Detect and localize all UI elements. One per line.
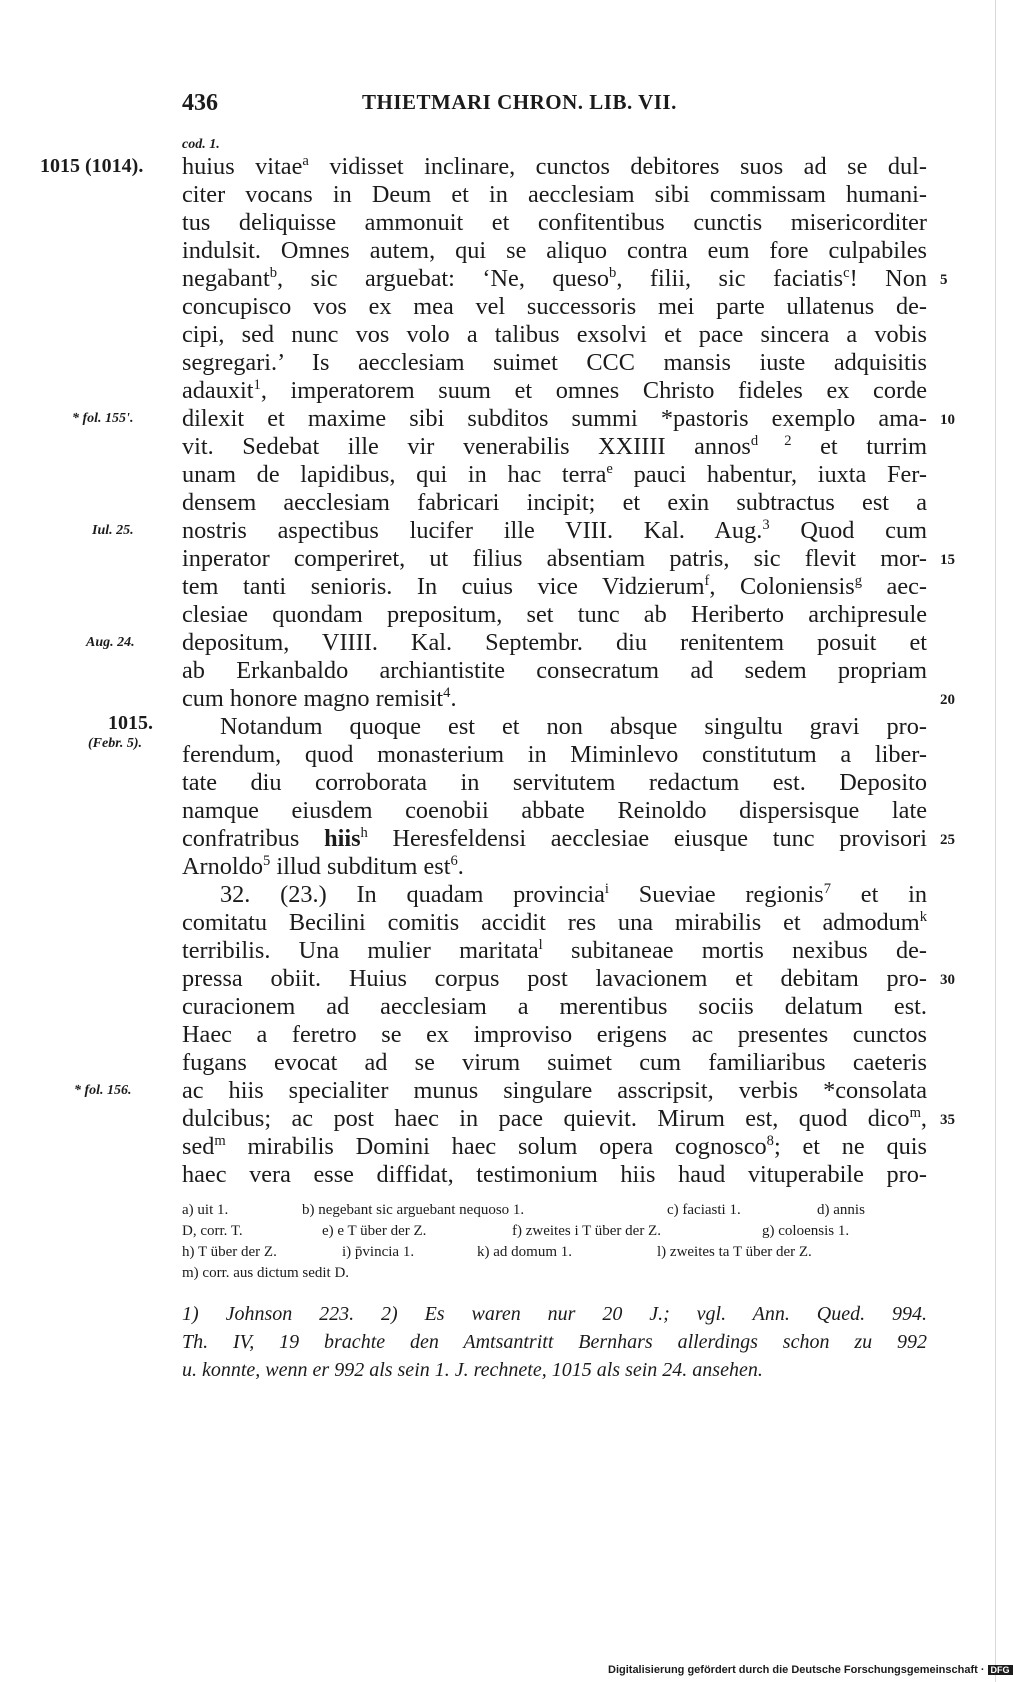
apparatus-note: m) corr. aus dictum sedit D. [182, 1265, 350, 1281]
text-line: nostris aspectibus lucifer ille VIII. Kal. Aug.$^3$ Quod cum [182, 516, 927, 544]
apparatus-note: b) negebant sic arguebant nequoso 1. [302, 1202, 525, 1218]
credit-text: Digitalisierung gefördert durch die Deutsche Forschungsgemeinschaft · [608, 1664, 985, 1676]
apparatus-line [182, 1200, 927, 1221]
text-line: Arnoldo$^5$ illud subditum est$^6$. [182, 852, 464, 880]
text-line: tate diu corroborata in servitutem redactum est. Deposito [182, 769, 927, 796]
line-number: 15 [940, 552, 955, 568]
apparatus-note: d) annis [817, 1202, 865, 1218]
running-header [182, 90, 927, 124]
apparatus-note: c) faciasti 1. [667, 1202, 741, 1218]
apparatus-line [182, 1263, 927, 1284]
text-line: pressa obiit. Huius corpus post lavacionem et debitam pro- [182, 965, 927, 992]
line-number: 35 [940, 1112, 955, 1128]
text-line: sed$^m$ mirabilis Domini haec solum opera cognosco$^8$; et ne quis [182, 1132, 927, 1160]
text-line: concupisco vos ex mea vel successoris mei parte ullatenus de- [182, 293, 927, 320]
dfg-logo: DFG [988, 1665, 1013, 1675]
editorial-note-line: Th. IV, 19 brachte den Amtsantritt Bernhars allerdings schon zu 992 [182, 1331, 927, 1353]
text-line: ferendum, quod monasterium in Miminlevo constitutum a liber- [182, 741, 927, 768]
apparatus-line [182, 1242, 927, 1263]
text-line: tem tanti senioris. In cuius vice Vidzierum$^f$, Coloniensis$^g$ aec- [182, 572, 927, 600]
line-number: 25 [940, 832, 955, 848]
margin-year: 1015. [108, 712, 153, 734]
margin-date-note: Aug. 24. [86, 635, 135, 650]
text-line: curacionem ad aecclesiam a merentibus sociis delatum est. [182, 993, 927, 1020]
apparatus-note: h) T über der Z. [182, 1244, 277, 1260]
line-number: 5 [940, 272, 948, 288]
apparatus-note: l) zweites ta T über der Z. [657, 1244, 812, 1260]
scan-edge-line [995, 0, 996, 1682]
text-line: clesiae quondam prepositum, set tunc ab Heriberto archipresule [182, 601, 927, 628]
apparatus-note: a) uit 1. [182, 1202, 229, 1218]
editorial-note-line: u. konnte, wenn er 992 als sein 1. J. rechnete, 1015 als sein 24. ansehen. [182, 1359, 763, 1381]
apparatus-note: f) zweites i T über der Z. [512, 1223, 661, 1239]
line-number: 10 [940, 412, 955, 428]
text-line: ac hiis specialiter munus singulare asscripsit, verbis *consolata [182, 1077, 927, 1104]
text-line: adauxit$^1$, imperatorem suum et omnes Christo fideles ex corde [182, 376, 927, 404]
apparatus-note: k) ad domum 1. [477, 1244, 572, 1260]
text-line: cipi, sed nunc vos volo a talibus exsolvi et pace sincera a vobis [182, 321, 927, 348]
text-line: 32. (23.) In quadam provincia$^i$ Sueviae regionis$^7$ et in [220, 880, 927, 908]
text-line: huius vitae$^a$ vidisset inclinare, cunctos debitores suos ad se dul- [182, 152, 927, 180]
margin-folio-note: * fol. 155'. [72, 411, 134, 426]
text-line: Notandum quoque est et non absque singultu gravi pro- [220, 713, 927, 740]
margin-date-note: Iul. 25. [92, 523, 134, 538]
page-number: 436 [182, 90, 218, 116]
text-line: unam de lapidibus, qui in hac terra$^e$ pauci habentur, iuxta Fer- [182, 460, 927, 488]
text-line: fugans evocat ad se virum suimet cum familiaribus caeteris [182, 1049, 927, 1076]
editorial-note-line: 1) Johnson 223. 2) Es waren nur 20 J.; vgl. Ann. Qued. 994. [182, 1303, 927, 1325]
text-line: dulcibus; ac post haec in pace quievit. Mirum est, quod dico$^m$, [182, 1104, 927, 1132]
text-line: confratribus hiis$^h$ Heresfeldensi aecclesiae eiusque tunc provisori [182, 824, 927, 852]
text-line: citer vocans in Deum et in aecclesiam sibi commissam humani- [182, 181, 927, 208]
apparatus-line [182, 1221, 927, 1242]
digitization-credit [608, 1664, 1013, 1676]
line-number: 20 [940, 692, 955, 708]
text-line: dilexit et maxime sibi subditos summi *pastoris exemplo ama- [182, 405, 927, 432]
margin-folio-note: * fol. 156. [74, 1083, 132, 1098]
text-line: namque eiusdem coenobii abbate Reinoldo dispersisque late [182, 797, 927, 824]
text-line: inperator comperiret, ut filius absentiam patris, sic flevit mor- [182, 545, 927, 572]
text-line: depositum, VIIII. Kal. Septembr. diu renitentem posuit et [182, 629, 927, 656]
text-line: comitatu Becilini comitis accidit res una mirabilis et admodum$^k$ [182, 908, 927, 936]
apparatus-note: g) coloensis 1. [762, 1223, 850, 1239]
running-title: THIETMARI CHRON. LIB. VII. [362, 90, 677, 114]
apparatus-note: i) p̄vincia 1. [342, 1244, 415, 1260]
apparatus-note: e) e T über der Z. [322, 1223, 427, 1239]
text-line: ab Erkanbaldo archiantistite consecratum ad sedem propriam [182, 657, 927, 684]
text-line: indulsit. Omnes autem, qui se aliquo contra eum fore culpabiles [182, 237, 927, 264]
codex-note: cod. 1. [182, 137, 220, 152]
text-line: haec vera esse diffidat, testimonium hiis haud vituperabile pro- [182, 1161, 927, 1188]
margin-date-note: (Febr. 5). [88, 736, 143, 751]
text-line: cum honore magno remisit$^4$. [182, 684, 457, 712]
text-line: negabant$^b$, sic arguebat: ‘Ne, queso$^b$, filii, sic faciatis$^c$! Non [182, 264, 927, 292]
text-line: densem aecclesiam fabricari incipit; et exin subtractus est a [182, 489, 927, 516]
margin-year: 1015 (1014). [40, 155, 144, 177]
text-line: vit. Sedebat ille vir venerabilis XXIIII annos$^{d 2}$ et turrim [182, 432, 927, 460]
apparatus-note: D, corr. T. [182, 1223, 243, 1239]
text-line: segregari.’ Is aecclesiam suimet CCC mansis iuste adquisitis [182, 349, 927, 376]
text-line: terribilis. Una mulier maritata$^l$ subitaneae mortis nexibus de- [182, 936, 927, 964]
line-number: 30 [940, 972, 955, 988]
text-line: tus deliquisse ammonuit et confitentibus cunctis misericorditer [182, 209, 927, 236]
text-line: Haec a feretro se ex improviso erigens ac presentes cunctos [182, 1021, 927, 1048]
